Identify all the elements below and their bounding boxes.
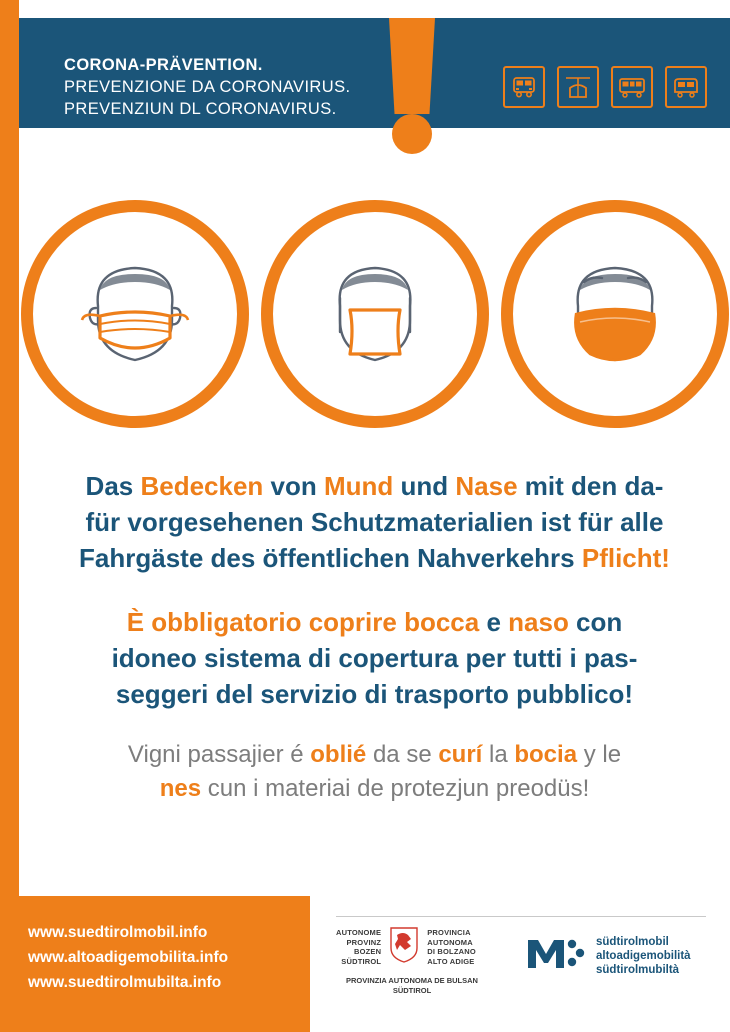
province-logo-text-lad xyxy=(336,976,488,995)
url-altoadigemobilita[interactable]: www.altoadigemobilita.info xyxy=(28,949,229,966)
header-title-it: PREVENZIONE DA CORONAVIRUS. xyxy=(64,78,351,96)
url-suedtirolmubilta[interactable]: www.suedtirolmubilta.info xyxy=(28,974,222,991)
header-title-de: CORONA-PRÄVENTION. xyxy=(64,56,263,74)
message-de-line-1: Das Bedecken von Mund und Nase mit den da- xyxy=(85,471,664,501)
regional-train-icon xyxy=(665,66,707,108)
mobility-logo-text xyxy=(596,935,691,977)
province-logo-text-de xyxy=(336,926,381,966)
face-with-scarf-icon xyxy=(501,200,729,428)
south-tyrol-coat-of-arms-icon xyxy=(389,926,419,969)
province-logo-text-it xyxy=(427,926,476,966)
message-lad-line-1: Vigni passajier é oblié da se curí la bocia y le xyxy=(127,741,622,768)
province-logo xyxy=(336,926,476,969)
province-de-line-1: AUTONOME xyxy=(336,928,382,937)
province-de-line-4: SÜDTIROL xyxy=(341,956,382,966)
message-it-line-3: seggeri del servizio di trasporto pubblico! xyxy=(115,679,634,709)
poster-header xyxy=(19,18,730,128)
province-it-line-2: AUTONOMA xyxy=(427,937,473,947)
message-it-line-2: idoneo sistema di copertura per tutti i pas- xyxy=(111,643,638,673)
province-it-line-1: PROVINCIA xyxy=(427,928,471,937)
mobility-line-2: altoadigemobilità xyxy=(596,949,691,962)
bus-icon xyxy=(503,66,545,108)
exclamation-mark-bar xyxy=(389,18,435,114)
province-de-line-3: BOZEN xyxy=(353,947,382,956)
mobility-m-icon xyxy=(524,932,586,979)
illustration-row xyxy=(19,200,730,450)
message-lad-line-2: nes cun i materiai de protezjun preodüs! xyxy=(159,775,590,802)
header-title-lad: PREVENZIUN DL CORONAVIRUS. xyxy=(64,100,337,118)
suedtirolmobil-logo xyxy=(524,932,691,979)
exclamation-mark-dot xyxy=(392,114,432,154)
mobility-line-1: südtirolmobil xyxy=(596,935,669,948)
face-with-ffp-mask-icon xyxy=(261,200,489,428)
poster-footer xyxy=(0,896,730,1032)
message-de-line-2: für vorgesehenen Schutzmaterialien ist für alle xyxy=(85,507,664,537)
province-de-line-2: PROVINZ xyxy=(346,937,382,947)
header-title-group xyxy=(64,54,350,120)
url-suedtirolmobil[interactable]: www.suedtirolmobil.info xyxy=(28,924,208,941)
province-lad-line-2: SÜDTIROL xyxy=(392,985,432,995)
message-lad xyxy=(19,738,730,806)
cable-car-icon xyxy=(557,66,599,108)
message-it-line-1: È obbligatorio coprire bocca e naso con xyxy=(126,607,623,637)
province-lad-line-1: PROVINZIA AUTONOMA DE BULSAN xyxy=(346,976,478,985)
province-it-line-4: ALTO ADIGE xyxy=(427,956,475,966)
province-it-line-3: DI BOLZANO xyxy=(427,947,476,956)
train-icon xyxy=(611,66,653,108)
left-orange-stripe xyxy=(0,0,19,1032)
message-it xyxy=(19,604,730,712)
footer-divider xyxy=(336,916,706,917)
message-de xyxy=(19,468,730,576)
transport-icon-group xyxy=(503,66,707,108)
footer-logo-group xyxy=(336,926,716,1016)
message-de-line-3: Fahrgäste des öffentlichen Nahverkehrs Pflicht! xyxy=(79,543,670,573)
mobility-line-3: südtirolmubiltà xyxy=(596,963,680,976)
face-with-surgical-mask-icon xyxy=(21,200,249,428)
footer-url-list xyxy=(28,920,228,995)
